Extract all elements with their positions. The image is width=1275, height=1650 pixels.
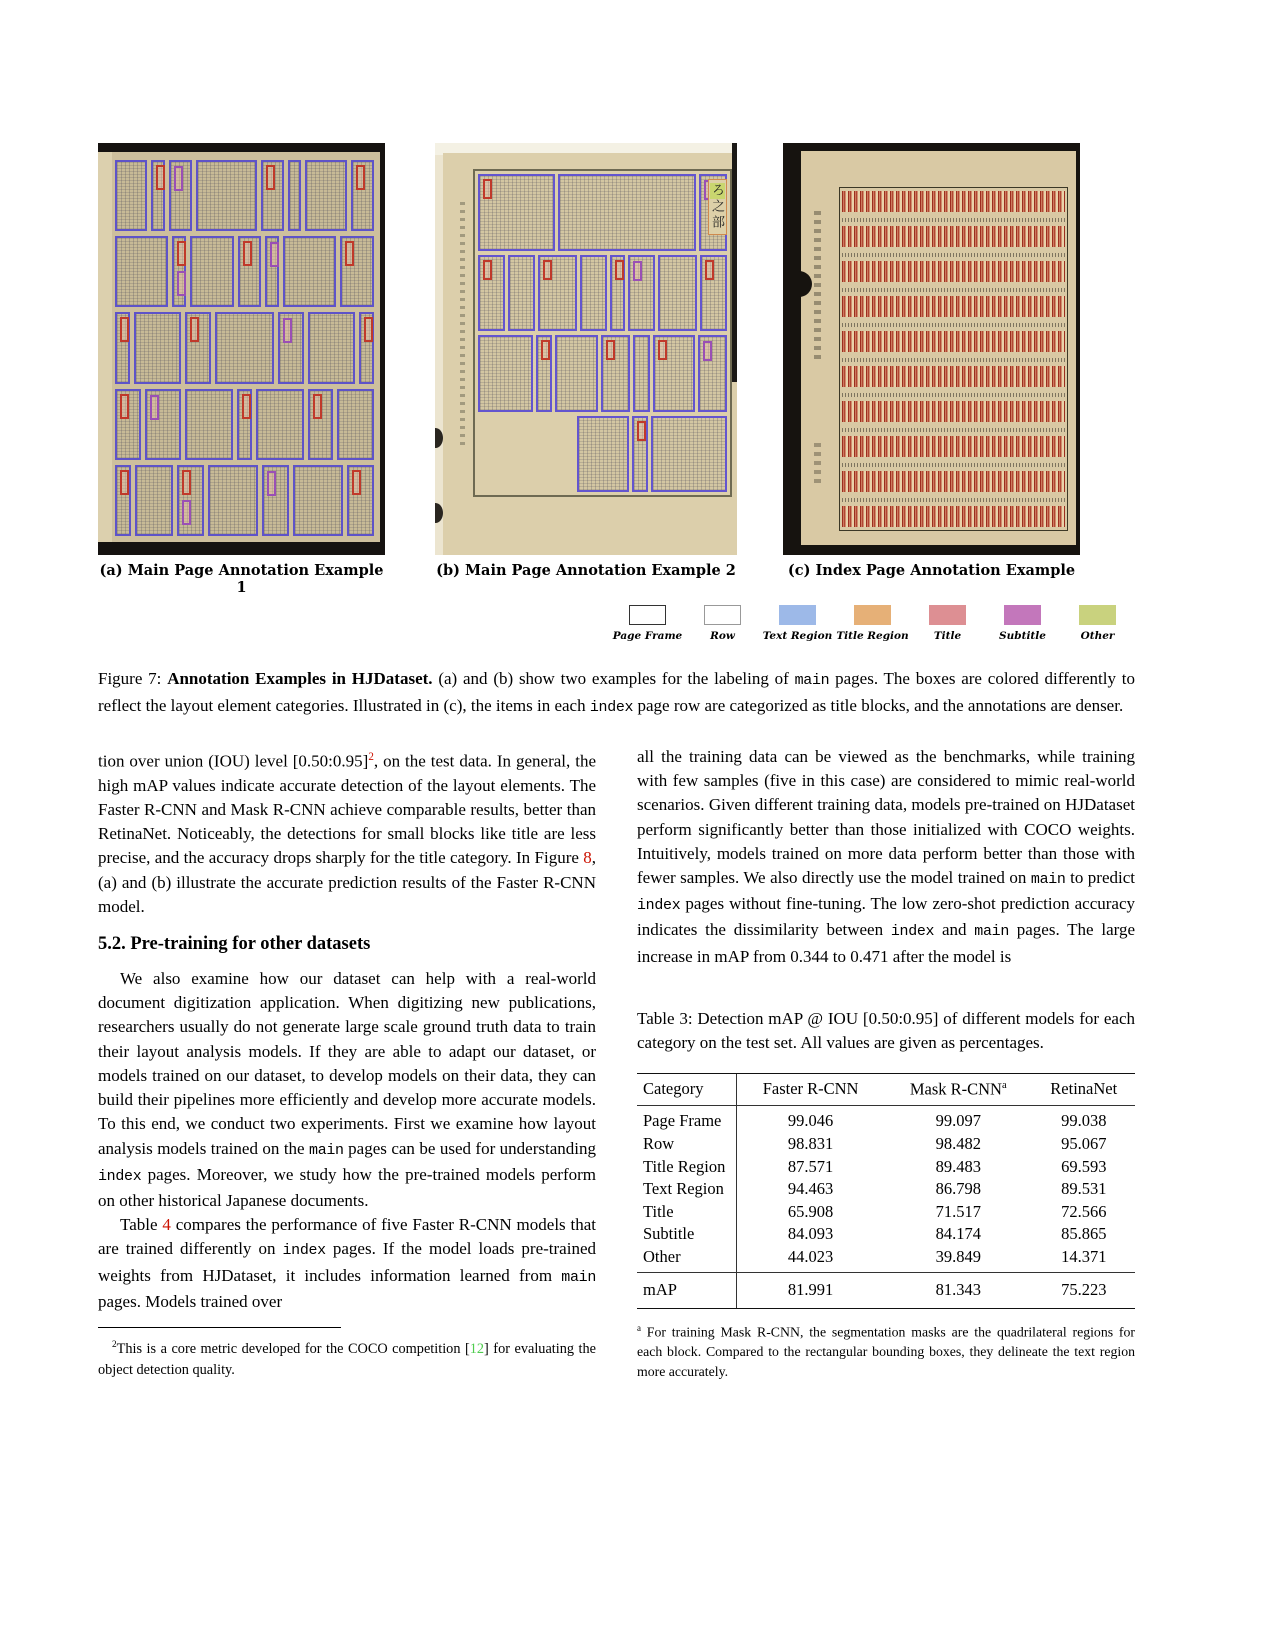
column-header-retinanet: RetinaNet (1033, 1073, 1136, 1106)
footnote-rule (98, 1327, 341, 1328)
text-block-annotation (262, 465, 289, 536)
results-table (637, 1073, 1135, 1309)
page-number-row (842, 247, 1065, 261)
legend-swatch (629, 605, 666, 625)
paragraph: all the training data can be viewed as the benchmarks, while training with few samples (five in this case) are considered to mimic real-world scenarios. Given different training data, models pre-trained on HJDataset perform significantly better than those initialized with COCO weights. Intuitively, models trained on more data perform better than those with fewer samples. We also directly use the model trained on main to predict index pages without fine-tuning. The low zero-shot prediction accuracy indicates the dissimilarity between index and main pages. The large increase in mAP from 0.344 to 0.471 after the model is (637, 747, 1136, 966)
text-block-annotation (215, 312, 273, 383)
text-block-annotation (633, 335, 650, 412)
page-number-row (842, 317, 1065, 331)
cell-category: Text Region (643, 1179, 724, 1199)
scanned-page-b (443, 153, 737, 555)
footnote: $^2$This is a core metric developed for the COCO competition [12] for evaluating the object detection quality. (98, 1339, 596, 1378)
subtitle-annotation-box (283, 318, 292, 343)
cell-value: 39.849 (884, 1246, 1032, 1273)
cell-value: 89.531 (1061, 1179, 1107, 1199)
text-block-annotation (185, 389, 233, 460)
text-block-annotation (700, 255, 727, 332)
table-map-row (637, 1273, 1135, 1309)
subtitle-annotation-box (270, 242, 279, 267)
text-block-annotation (632, 416, 648, 493)
text-block-annotation (238, 236, 262, 307)
title-annotation-box (266, 165, 275, 190)
text-block-annotation (308, 312, 356, 383)
title-block-band (842, 401, 1065, 422)
table-header-row (637, 1073, 1135, 1106)
text-block-annotation (115, 236, 168, 307)
legend-swatch (1079, 605, 1116, 625)
legend-swatch (704, 605, 741, 625)
title-annotation-box (483, 179, 492, 199)
text-block-annotation (658, 255, 697, 332)
figure-subcaptions (98, 562, 1135, 596)
cell-value: 86.798 (935, 1179, 981, 1199)
annotation-row (115, 389, 374, 460)
right-column (637, 745, 1135, 1382)
citation-link[interactable]: 12 (469, 1340, 485, 1357)
page-number-row (842, 212, 1065, 226)
text-block-annotation (601, 335, 630, 412)
cell-value: 84.174 (935, 1224, 981, 1244)
cell-value: 98.831 (737, 1133, 884, 1156)
reference-link[interactable]: 8 (583, 848, 592, 868)
title-annotation-box (242, 394, 251, 419)
title-annotation-box (705, 260, 714, 280)
table-row (637, 1223, 1135, 1246)
cell-value: 99.046 (737, 1106, 884, 1133)
legend-item-title (910, 605, 985, 642)
index-tab-label (708, 179, 727, 235)
subtitle-annotation-box (267, 471, 276, 496)
column-header-mask-rcnn (884, 1073, 1032, 1106)
text-block-annotation (196, 160, 257, 231)
legend-label: Page Frame (612, 630, 683, 642)
title-block-band (842, 471, 1065, 492)
title-block-band (842, 191, 1065, 212)
title-annotation-box (615, 260, 624, 280)
annotation-row (115, 160, 374, 231)
subcaption-b: (b) Main Page Annotation Example 2 (436, 562, 736, 579)
paragraph: Table 4 compares the performance of five Faster R-CNN models that are trained differently on index pages. If the model loads pre-trained weights from HJDataset, it includes information learned from main pages. Models trained over (98, 1215, 597, 1311)
cell-value: 14.371 (1033, 1246, 1136, 1273)
margin-text-texture (814, 443, 821, 483)
body-columns (98, 745, 1135, 1382)
legend-label: Subtitle (999, 630, 1046, 642)
reference-link[interactable]: 2 (368, 751, 374, 763)
book-gutter (783, 143, 801, 555)
annotation-example-c-image (783, 143, 1080, 555)
title-annotation-box (313, 394, 322, 419)
title-annotation-box (243, 241, 252, 266)
annotation-row (115, 312, 374, 383)
title-block-bands (842, 191, 1065, 527)
table-row (637, 1133, 1135, 1156)
cell-value: 89.483 (935, 1156, 981, 1176)
text-block-annotation (610, 255, 626, 332)
page-number-row (842, 352, 1065, 366)
table-header (637, 1073, 1135, 1106)
text-block-annotation (577, 416, 629, 493)
text-block-annotation (351, 160, 374, 231)
page-number-row (842, 422, 1065, 436)
cell-category: Page Frame (643, 1111, 722, 1131)
cell-value: 44.023 (737, 1246, 884, 1273)
page-frame-annotation (839, 187, 1068, 531)
text-block-annotation (580, 255, 607, 332)
legend-label: Row (710, 630, 735, 642)
text-block-annotation (293, 465, 343, 536)
title-annotation-box (364, 317, 373, 342)
page-spine (98, 152, 112, 542)
annotation-row (478, 255, 727, 332)
text-block-annotation (185, 312, 211, 383)
text-block-annotation (145, 389, 182, 460)
scanned-page-a (98, 152, 380, 542)
text-block-annotation (508, 255, 535, 332)
text-block-annotation (177, 465, 204, 536)
legend-item-row (685, 605, 760, 642)
cell-value: 72.566 (1061, 1201, 1107, 1221)
title-annotation-box (352, 470, 361, 495)
legend-label: Other (1080, 630, 1115, 642)
title-block-band (842, 366, 1065, 387)
cell-value: 99.038 (1061, 1111, 1107, 1131)
annotation-row (115, 236, 374, 307)
binder-hole (435, 503, 443, 523)
title-block-band (842, 296, 1065, 317)
text-block-annotation (115, 312, 130, 383)
annotation-row (478, 174, 727, 251)
legend-label: Title (933, 630, 962, 642)
page-number-row (842, 387, 1065, 401)
text-block-annotation (151, 160, 164, 231)
title-annotation-box (156, 165, 165, 190)
subtitle-annotation-box (633, 261, 642, 281)
title-annotation-box (483, 260, 492, 280)
table-body (637, 1106, 1135, 1273)
paragraph: We also examine how our dataset can help with a real-world document digitization application. When digitizing new publications, researchers usually do not generate large scale ground truth data to train their layout analysis models. If they are able to adapt our dataset, or models trained on our dataset, to develop models on their data, they can build their pipelines more efficiently and develop more accurate models. To this end, we conduct two experiments. First we examine how layout analysis models trained on the main pages can be used for understanding index pages. Moreover, we study how the pre-trained models perform on other historical Japanese documents. (98, 969, 596, 1210)
cell-value: 71.517 (935, 1201, 981, 1221)
column-header-category: Category (637, 1073, 737, 1106)
text-block-annotation (115, 389, 141, 460)
binder-hole (435, 428, 443, 448)
legend-swatch (1004, 605, 1041, 625)
table-footer (637, 1273, 1135, 1309)
legend-item-other (1060, 605, 1135, 642)
text-block-annotation (651, 416, 727, 493)
legend-item-text-region (760, 605, 835, 642)
figure-caption: Figure 7: Annotation Examples in HJDataset. (a) and (b) show two examples for the labeling of main pages. The boxes are colored differently to reflect the layout element categories. Illustrated in (c), the items in each index page row are categorized as title blocks, and the annotations are denser. (98, 669, 1135, 716)
legend-label: Text Region (762, 630, 833, 642)
subcaption-a: (a) Main Page Annotation Example 1 (99, 562, 384, 596)
tab-character: ろ (710, 183, 725, 199)
title-annotation-box (606, 340, 615, 360)
cell-value: 98.482 (935, 1133, 981, 1153)
text-block-annotation (115, 160, 147, 231)
title-annotation-box (356, 165, 365, 190)
annotation-row (115, 465, 374, 536)
annotation-row (478, 416, 727, 493)
cell-category: Row (643, 1133, 675, 1153)
annotation-example-a-image (98, 143, 385, 555)
text-block-annotation (172, 236, 186, 307)
figure-7 (98, 143, 1135, 555)
text-block-annotation (538, 255, 577, 332)
text-block-annotation (237, 389, 252, 460)
text-block-annotation (208, 465, 258, 536)
reference-link[interactable]: 4 (162, 1215, 171, 1235)
photo-edge (783, 545, 1080, 555)
text-block-annotation (478, 255, 505, 332)
page-number-row (842, 282, 1065, 296)
section-heading: 5.2. Pre-training for other datasets (98, 934, 371, 955)
tab-character: 之 (710, 199, 725, 215)
text-block-annotation (169, 160, 192, 231)
legend-label: Title Region (836, 630, 909, 642)
cell-value: 69.593 (1061, 1156, 1107, 1176)
cell-value: 99.097 (935, 1111, 981, 1131)
table-row (637, 1246, 1135, 1273)
paragraph: tion over union (IOU) level [0.50:0.95]$^2$, on the test data. In general, the high mAP values indicate accurate detection of the layout elements. The Faster R-CNN and Mask R-CNN achieve comparable results, better than RetinaNet. Noticeably, the detections for small blocks like title are less precise, and the accuracy drops sharply for the title category. In Figure 8, (a) and (b) illustrate the accurate prediction results of the Faster R-CNN model. (98, 751, 597, 916)
subtitle-annotation-box (703, 341, 712, 361)
title-block-band (842, 506, 1065, 527)
left-column (98, 745, 596, 1382)
column-header-label: Mask R-CNN (909, 1079, 1002, 1099)
text-block-annotation (135, 465, 174, 536)
title-annotation-box (541, 340, 550, 360)
table-footnote: $^a$ For training Mask R-CNN, the segmentation masks are the quadrilateral regions for each block. Compared to the rectangular bounding boxes, they delineate the text region more accurately. (637, 1323, 1135, 1380)
cell-value: 85.865 (1061, 1224, 1107, 1244)
empty-region (478, 416, 574, 493)
cell-category: mAP (637, 1273, 737, 1309)
text-block-annotation (278, 312, 304, 383)
subtitle-annotation-box (182, 500, 191, 525)
photo-edge (783, 143, 1080, 151)
table-caption: Table 3: Detection mAP @ IOU [0.50:0.95] of different models for each category on the test set. All values are given as percentages. (637, 1008, 1135, 1053)
subtitle-annotation-box (177, 271, 186, 296)
table-footnote-marker: a (1001, 1078, 1007, 1091)
cell-category: Other (637, 1246, 737, 1273)
text-block-annotation (288, 160, 301, 231)
title-annotation-box (182, 470, 191, 495)
subtitle-annotation-box (150, 395, 159, 420)
legend-item-title-region (835, 605, 910, 642)
text-block-annotation (283, 236, 336, 307)
text-block-annotation (698, 335, 727, 412)
title-annotation-box (120, 317, 129, 342)
cell-value: 81.991 (737, 1273, 884, 1309)
page-number-row (842, 492, 1065, 506)
annotation-example-b-image (435, 143, 737, 555)
cell-value: 87.571 (737, 1156, 884, 1179)
text-block-annotation (308, 389, 334, 460)
text-block-annotation (261, 160, 284, 231)
cell-category: Subtitle (643, 1224, 695, 1244)
title-annotation-box (637, 421, 646, 441)
legend-swatch (929, 605, 966, 625)
tab-character: 部 (710, 215, 725, 231)
title-block-band (842, 261, 1065, 282)
text-block-annotation (190, 236, 233, 307)
title-annotation-box (190, 317, 199, 342)
text-block-annotation (478, 174, 555, 251)
title-annotation-box (658, 340, 667, 360)
page-number-row (842, 457, 1065, 471)
photo-edge (732, 143, 737, 382)
cell-value: 84.093 (737, 1223, 884, 1246)
text-block-annotation (256, 389, 304, 460)
column-header-faster-rcnn: Faster R-CNN (737, 1073, 884, 1106)
text-block-annotation (134, 312, 182, 383)
text-block-annotation (347, 465, 374, 536)
cell-value: 65.908 (737, 1201, 884, 1224)
photo-edge (1076, 143, 1080, 555)
text-block-annotation (558, 174, 696, 251)
table-row (637, 1201, 1135, 1224)
table-row (637, 1106, 1135, 1133)
text-block-annotation (628, 255, 655, 332)
title-annotation-box (120, 470, 129, 495)
table-row (637, 1156, 1135, 1179)
cell-value: 94.463 (737, 1178, 884, 1201)
subcaption-c: (c) Index Page Annotation Example (787, 562, 1076, 579)
title-annotation-box (177, 241, 186, 266)
text-block-annotation (536, 335, 553, 412)
legend-item-page-frame (610, 605, 685, 642)
title-block-band (842, 436, 1065, 457)
margin-text-texture (460, 197, 465, 445)
text-block-annotation (359, 312, 374, 383)
figure-legend (98, 605, 1135, 642)
annotation-grid-b (478, 174, 727, 492)
text-block-annotation (305, 160, 347, 231)
cell-value: 81.343 (884, 1273, 1032, 1309)
cell-value: 95.067 (1061, 1133, 1107, 1153)
cell-category: Title Region (643, 1156, 726, 1176)
text-block-annotation (265, 236, 279, 307)
margin-text-texture (814, 209, 821, 359)
table-row (637, 1178, 1135, 1201)
legend-swatch (779, 605, 816, 625)
text-block-annotation (555, 335, 597, 412)
cell-value: 75.223 (1033, 1273, 1136, 1309)
book-gutter-notch (797, 271, 812, 297)
text-block-annotation (337, 389, 374, 460)
text-block-annotation (478, 335, 533, 412)
title-annotation-box (543, 260, 552, 280)
title-block-band (842, 226, 1065, 247)
page-content (98, 143, 1135, 1382)
title-annotation-box (120, 394, 129, 419)
legend-item-subtitle (985, 605, 1060, 642)
subtitle-annotation-box (174, 166, 183, 191)
annotation-grid-a (115, 160, 374, 536)
cell-category: Title (643, 1201, 674, 1221)
text-block-annotation (653, 335, 695, 412)
text-block-annotation (340, 236, 374, 307)
title-annotation-box (345, 241, 354, 266)
page-frame-annotation (473, 169, 732, 497)
legend-swatch (854, 605, 891, 625)
annotation-row (478, 335, 727, 412)
text-block-annotation (115, 465, 131, 536)
title-block-band (842, 331, 1065, 352)
